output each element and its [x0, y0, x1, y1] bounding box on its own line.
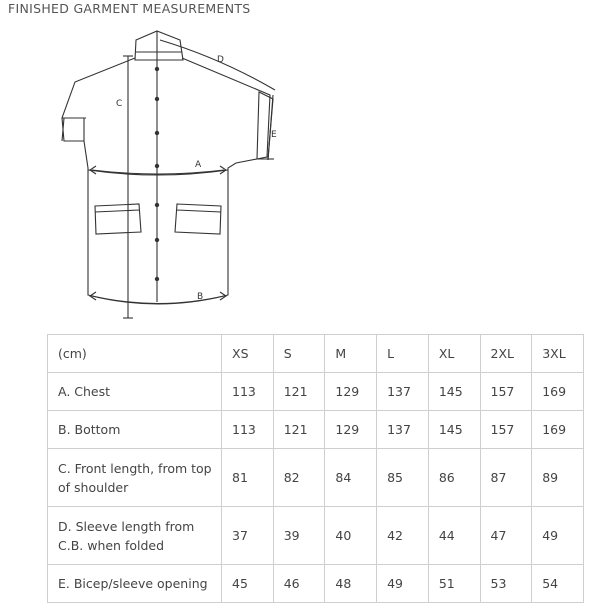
table-cell: 40 — [325, 507, 377, 565]
table-cell: 53 — [480, 565, 532, 603]
measure-c-label: C — [116, 99, 123, 109]
table-cell: 46 — [273, 565, 325, 603]
table-cell: 85 — [377, 449, 429, 507]
unit-label: (cm) — [48, 335, 222, 373]
table-cell: 157 — [480, 373, 532, 411]
measure-a-label: A — [195, 160, 202, 170]
measure-e-label: E — [271, 130, 277, 140]
table-cell: 45 — [222, 565, 274, 603]
row-label: A. Chest — [48, 373, 222, 411]
button — [155, 277, 159, 281]
table-cell: 145 — [428, 411, 480, 449]
table-cell: 87 — [480, 449, 532, 507]
table-row — [48, 411, 584, 449]
table-cell: 49 — [532, 507, 584, 565]
table-cell: 54 — [532, 565, 584, 603]
table-cell: 39 — [273, 507, 325, 565]
table-cell: 42 — [377, 507, 429, 565]
table-cell: 157 — [480, 411, 532, 449]
table-header-row — [48, 335, 584, 373]
left-pocket — [95, 204, 141, 234]
table-cell: 86 — [428, 449, 480, 507]
table-row — [48, 565, 584, 603]
table-cell: 129 — [325, 373, 377, 411]
row-label: D. Sleeve length from C.B. when folded — [48, 507, 222, 565]
measure-b-label: B — [197, 292, 204, 302]
garment-outline — [62, 58, 270, 304]
table-cell: 51 — [428, 565, 480, 603]
button — [155, 164, 159, 168]
table-cell: 113 — [222, 373, 274, 411]
button — [155, 67, 159, 71]
button — [155, 203, 159, 207]
size-header: 2XL — [480, 335, 532, 373]
measure-b-line — [92, 296, 224, 304]
button — [155, 131, 159, 135]
table-row — [48, 507, 584, 565]
table-cell: 37 — [222, 507, 274, 565]
measure-d-label: D — [217, 55, 224, 65]
row-label: B. Bottom — [48, 411, 222, 449]
table-cell: 49 — [377, 565, 429, 603]
size-header: 3XL — [532, 335, 584, 373]
measure-d-line — [160, 40, 275, 90]
row-label: C. Front length, from top of shoulder — [48, 449, 222, 507]
table-cell: 121 — [273, 373, 325, 411]
table-cell: 137 — [377, 373, 429, 411]
table-cell: 48 — [325, 565, 377, 603]
page-title: FINISHED GARMENT MEASUREMENTS — [8, 1, 251, 16]
size-header: XL — [428, 335, 480, 373]
row-label: E. Bicep/sleeve opening — [48, 565, 222, 603]
table-cell: 169 — [532, 373, 584, 411]
table-cell: 47 — [480, 507, 532, 565]
table-cell: 121 — [273, 411, 325, 449]
table-cell: 169 — [532, 411, 584, 449]
table-cell: 44 — [428, 507, 480, 565]
button — [155, 238, 159, 242]
measurements-table — [47, 334, 584, 603]
size-header: XS — [222, 335, 274, 373]
size-header: L — [377, 335, 429, 373]
button — [155, 97, 159, 101]
table-cell: 113 — [222, 411, 274, 449]
left-sleeve-cuff — [62, 118, 86, 141]
table-cell: 84 — [325, 449, 377, 507]
table-cell: 145 — [428, 373, 480, 411]
table-cell: 89 — [532, 449, 584, 507]
table-cell: 137 — [377, 411, 429, 449]
table-row — [48, 373, 584, 411]
table-cell: 82 — [273, 449, 325, 507]
table-cell: 81 — [222, 449, 274, 507]
measure-a-line — [92, 170, 224, 174]
size-header: M — [325, 335, 377, 373]
right-pocket — [175, 204, 221, 234]
table-row — [48, 449, 584, 507]
size-header: S — [273, 335, 325, 373]
table-cell: 129 — [325, 411, 377, 449]
